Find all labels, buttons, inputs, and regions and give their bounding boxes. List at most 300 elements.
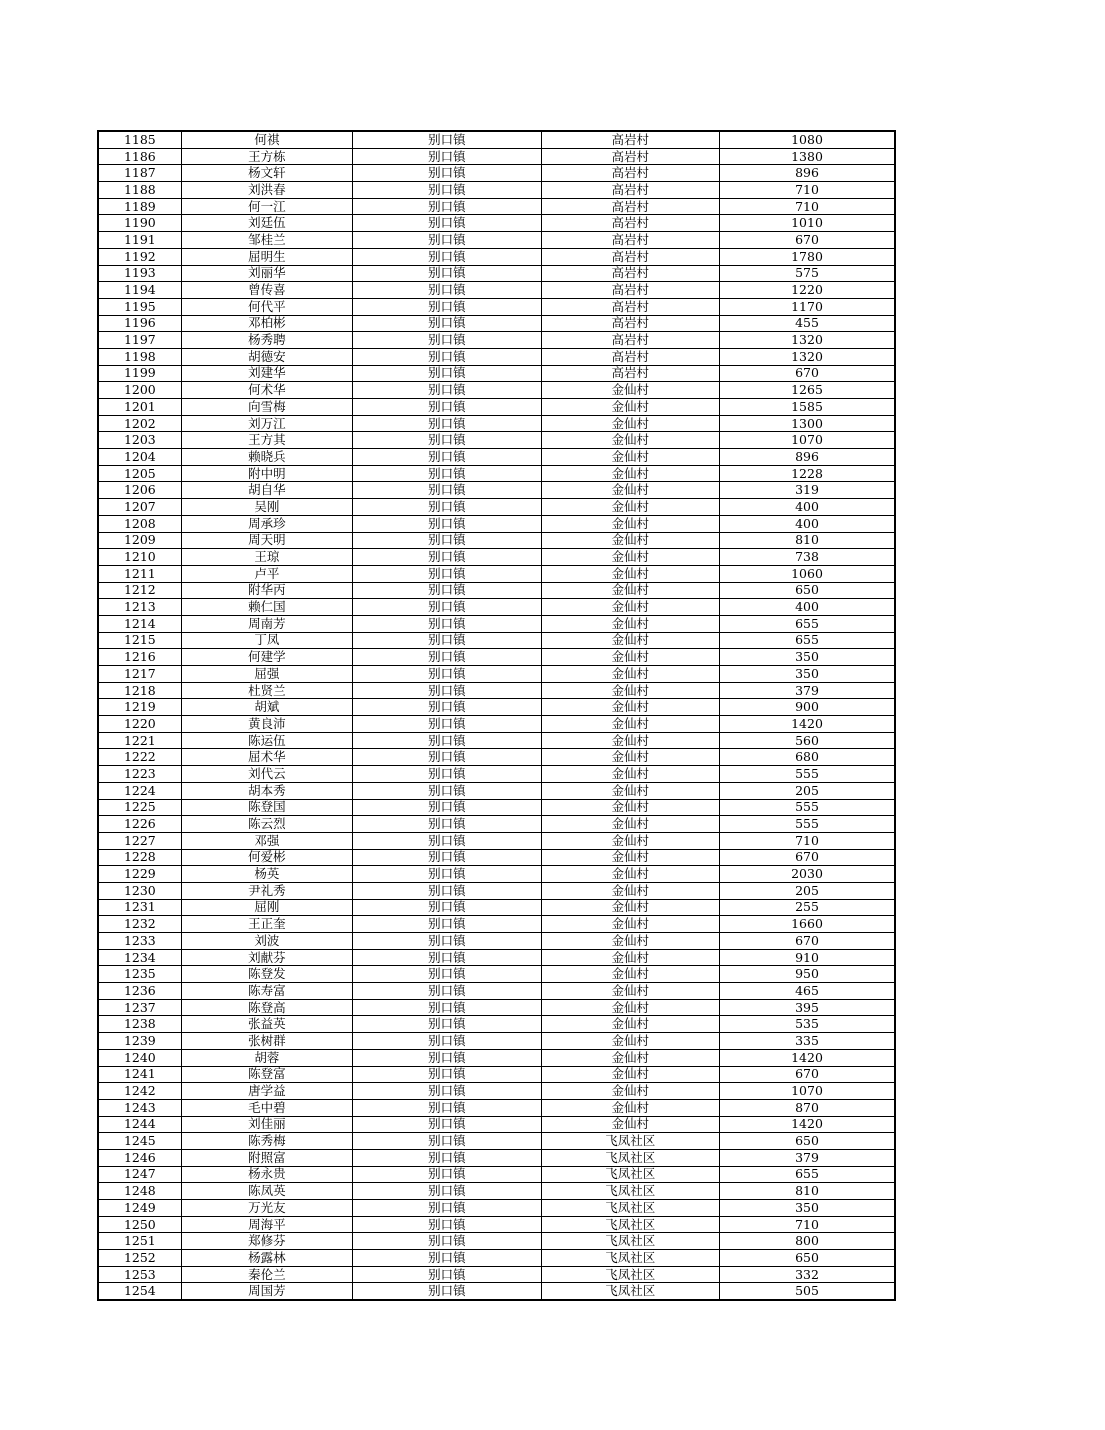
- town-cell: 别口镇: [353, 749, 541, 766]
- amount-cell: 670: [720, 849, 895, 866]
- name-cell: 尹礼秀: [181, 882, 352, 899]
- amount-cell: 1070: [720, 1083, 895, 1100]
- village-cell: 金仙村: [541, 866, 719, 883]
- name-cell: 何代平: [181, 298, 352, 315]
- table-row: [98, 682, 895, 699]
- table-row: [98, 866, 895, 883]
- row-number-cell: 1188: [98, 182, 181, 199]
- town-cell: 别口镇: [353, 215, 541, 232]
- village-cell: 金仙村: [541, 732, 719, 749]
- row-number-cell: 1206: [98, 482, 181, 499]
- village-cell: 金仙村: [541, 849, 719, 866]
- name-cell: 屈刚: [181, 899, 352, 916]
- table-row: [98, 1183, 895, 1200]
- name-cell: 陈登国: [181, 799, 352, 816]
- row-number-cell: 1226: [98, 816, 181, 833]
- name-cell: 附照富: [181, 1149, 352, 1166]
- amount-cell: 800: [720, 1233, 895, 1250]
- amount-cell: 560: [720, 732, 895, 749]
- amount-cell: 535: [720, 1016, 895, 1033]
- name-cell: 刘波: [181, 933, 352, 950]
- town-cell: 别口镇: [353, 449, 541, 466]
- data-table: [97, 130, 896, 1301]
- village-cell: 金仙村: [541, 1099, 719, 1116]
- amount-cell: 335: [720, 1033, 895, 1050]
- table-row: [98, 916, 895, 933]
- village-cell: 金仙村: [541, 415, 719, 432]
- amount-cell: 1265: [720, 382, 895, 399]
- amount-cell: 710: [720, 832, 895, 849]
- amount-cell: 379: [720, 682, 895, 699]
- table-row: [98, 1283, 895, 1300]
- town-cell: 别口镇: [353, 415, 541, 432]
- name-cell: 刘代云: [181, 766, 352, 783]
- amount-cell: 1320: [720, 332, 895, 349]
- town-cell: 别口镇: [353, 582, 541, 599]
- row-number-cell: 1197: [98, 332, 181, 349]
- row-number-cell: 1216: [98, 649, 181, 666]
- village-cell: 金仙村: [541, 582, 719, 599]
- row-number-cell: 1209: [98, 532, 181, 549]
- name-cell: 刘万江: [181, 415, 352, 432]
- amount-cell: 810: [720, 532, 895, 549]
- village-cell: 高岩村: [541, 131, 719, 148]
- town-cell: 别口镇: [353, 599, 541, 616]
- village-cell: 金仙村: [541, 499, 719, 516]
- village-cell: 高岩村: [541, 315, 719, 332]
- amount-cell: 555: [720, 816, 895, 833]
- row-number-cell: 1245: [98, 1133, 181, 1150]
- village-cell: 金仙村: [541, 432, 719, 449]
- name-cell: 向雪梅: [181, 399, 352, 416]
- village-cell: 金仙村: [541, 1083, 719, 1100]
- name-cell: 杨秀聘: [181, 332, 352, 349]
- village-cell: 高岩村: [541, 298, 719, 315]
- town-cell: 别口镇: [353, 298, 541, 315]
- name-cell: 黄良沛: [181, 716, 352, 733]
- amount-cell: 655: [720, 1166, 895, 1183]
- name-cell: 曾传喜: [181, 282, 352, 299]
- village-cell: 金仙村: [541, 816, 719, 833]
- table-row: [98, 999, 895, 1016]
- amount-cell: 350: [720, 1200, 895, 1217]
- table-row: [98, 1149, 895, 1166]
- amount-cell: 710: [720, 198, 895, 215]
- table-row: [98, 782, 895, 799]
- name-cell: 刘廷伍: [181, 215, 352, 232]
- name-cell: 赖晓兵: [181, 449, 352, 466]
- village-cell: 金仙村: [541, 615, 719, 632]
- row-number-cell: 1202: [98, 415, 181, 432]
- name-cell: 陈登富: [181, 1066, 352, 1083]
- town-cell: 别口镇: [353, 849, 541, 866]
- village-cell: 飞凤社区: [541, 1133, 719, 1150]
- village-cell: 金仙村: [541, 632, 719, 649]
- row-number-cell: 1247: [98, 1166, 181, 1183]
- amount-cell: 1010: [720, 215, 895, 232]
- town-cell: 别口镇: [353, 949, 541, 966]
- table-row: [98, 282, 895, 299]
- amount-cell: 255: [720, 899, 895, 916]
- town-cell: 别口镇: [353, 131, 541, 148]
- name-cell: 胡蓉: [181, 1049, 352, 1066]
- row-number-cell: 1239: [98, 1033, 181, 1050]
- town-cell: 别口镇: [353, 899, 541, 916]
- village-cell: 金仙村: [541, 649, 719, 666]
- table-row: [98, 1066, 895, 1083]
- amount-cell: 555: [720, 799, 895, 816]
- name-cell: 邓强: [181, 832, 352, 849]
- town-cell: 别口镇: [353, 1083, 541, 1100]
- town-cell: 别口镇: [353, 1283, 541, 1300]
- name-cell: 屈术华: [181, 749, 352, 766]
- table-row: [98, 382, 895, 399]
- village-cell: 金仙村: [541, 999, 719, 1016]
- name-cell: 刘丽华: [181, 265, 352, 282]
- table-row: [98, 165, 895, 182]
- amount-cell: 670: [720, 232, 895, 249]
- row-number-cell: 1240: [98, 1049, 181, 1066]
- town-cell: 别口镇: [353, 1149, 541, 1166]
- name-cell: 刘佳丽: [181, 1116, 352, 1133]
- row-number-cell: 1249: [98, 1200, 181, 1217]
- table-row: [98, 933, 895, 950]
- amount-cell: 1380: [720, 148, 895, 165]
- village-cell: 金仙村: [541, 482, 719, 499]
- table-row: [98, 816, 895, 833]
- row-number-cell: 1214: [98, 615, 181, 632]
- row-number-cell: 1251: [98, 1233, 181, 1250]
- town-cell: 别口镇: [353, 1099, 541, 1116]
- row-number-cell: 1237: [98, 999, 181, 1016]
- amount-cell: 395: [720, 999, 895, 1016]
- village-cell: 高岩村: [541, 265, 719, 282]
- amount-cell: 1780: [720, 248, 895, 265]
- row-number-cell: 1203: [98, 432, 181, 449]
- table-body: [98, 131, 895, 1300]
- table-row: [98, 248, 895, 265]
- table-row: [98, 399, 895, 416]
- town-cell: 别口镇: [353, 382, 541, 399]
- amount-cell: 670: [720, 933, 895, 950]
- village-cell: 金仙村: [541, 899, 719, 916]
- name-cell: 周天明: [181, 532, 352, 549]
- table-row: [98, 549, 895, 566]
- village-cell: 金仙村: [541, 382, 719, 399]
- village-cell: 高岩村: [541, 232, 719, 249]
- amount-cell: 738: [720, 549, 895, 566]
- table-row: [98, 332, 895, 349]
- amount-cell: 350: [720, 666, 895, 683]
- table-row: [98, 315, 895, 332]
- town-cell: 别口镇: [353, 232, 541, 249]
- name-cell: 陈凤英: [181, 1183, 352, 1200]
- amount-cell: 896: [720, 165, 895, 182]
- town-cell: 别口镇: [353, 799, 541, 816]
- amount-cell: 1660: [720, 916, 895, 933]
- village-cell: 金仙村: [541, 465, 719, 482]
- name-cell: 屈强: [181, 666, 352, 683]
- village-cell: 高岩村: [541, 348, 719, 365]
- table-row: [98, 599, 895, 616]
- amount-cell: 1228: [720, 465, 895, 482]
- name-cell: 王琼: [181, 549, 352, 566]
- amount-cell: 1420: [720, 716, 895, 733]
- row-number-cell: 1198: [98, 348, 181, 365]
- town-cell: 别口镇: [353, 265, 541, 282]
- amount-cell: 1300: [720, 415, 895, 432]
- town-cell: 别口镇: [353, 1033, 541, 1050]
- table-row: [98, 666, 895, 683]
- amount-cell: 205: [720, 782, 895, 799]
- town-cell: 别口镇: [353, 365, 541, 382]
- row-number-cell: 1250: [98, 1216, 181, 1233]
- village-cell: 金仙村: [541, 399, 719, 416]
- table-row: [98, 1116, 895, 1133]
- amount-cell: 1585: [720, 399, 895, 416]
- name-cell: 赖仁国: [181, 599, 352, 616]
- town-cell: 别口镇: [353, 1166, 541, 1183]
- table-row: [98, 699, 895, 716]
- name-cell: 张益英: [181, 1016, 352, 1033]
- village-cell: 高岩村: [541, 182, 719, 199]
- name-cell: 周南芳: [181, 615, 352, 632]
- town-cell: 别口镇: [353, 966, 541, 983]
- village-cell: 高岩村: [541, 148, 719, 165]
- table-row: [98, 582, 895, 599]
- village-cell: 飞凤社区: [541, 1283, 719, 1300]
- name-cell: 秦伦兰: [181, 1266, 352, 1283]
- row-number-cell: 1221: [98, 732, 181, 749]
- table-row: [98, 1166, 895, 1183]
- name-cell: 周海平: [181, 1216, 352, 1233]
- table-row: [98, 298, 895, 315]
- town-cell: 别口镇: [353, 532, 541, 549]
- name-cell: 陈登高: [181, 999, 352, 1016]
- table-row: [98, 265, 895, 282]
- village-cell: 飞凤社区: [541, 1166, 719, 1183]
- village-cell: 金仙村: [541, 1016, 719, 1033]
- town-cell: 别口镇: [353, 148, 541, 165]
- row-number-cell: 1210: [98, 549, 181, 566]
- row-number-cell: 1252: [98, 1250, 181, 1267]
- town-cell: 别口镇: [353, 933, 541, 950]
- row-number-cell: 1242: [98, 1083, 181, 1100]
- village-cell: 高岩村: [541, 365, 719, 382]
- name-cell: 杨露林: [181, 1250, 352, 1267]
- town-cell: 别口镇: [353, 248, 541, 265]
- name-cell: 何一江: [181, 198, 352, 215]
- row-number-cell: 1193: [98, 265, 181, 282]
- row-number-cell: 1248: [98, 1183, 181, 1200]
- village-cell: 金仙村: [541, 699, 719, 716]
- amount-cell: 505: [720, 1283, 895, 1300]
- name-cell: 周承珍: [181, 515, 352, 532]
- amount-cell: 319: [720, 482, 895, 499]
- amount-cell: 2030: [720, 866, 895, 883]
- village-cell: 金仙村: [541, 782, 719, 799]
- name-cell: 刘洪春: [181, 182, 352, 199]
- village-cell: 金仙村: [541, 1049, 719, 1066]
- village-cell: 金仙村: [541, 565, 719, 582]
- village-cell: 飞凤社区: [541, 1216, 719, 1233]
- town-cell: 别口镇: [353, 465, 541, 482]
- village-cell: 飞凤社区: [541, 1183, 719, 1200]
- village-cell: 金仙村: [541, 666, 719, 683]
- row-number-cell: 1194: [98, 282, 181, 299]
- town-cell: 别口镇: [353, 732, 541, 749]
- row-number-cell: 1217: [98, 666, 181, 683]
- village-cell: 金仙村: [541, 449, 719, 466]
- village-cell: 飞凤社区: [541, 1200, 719, 1217]
- village-cell: 高岩村: [541, 198, 719, 215]
- town-cell: 别口镇: [353, 332, 541, 349]
- amount-cell: 400: [720, 499, 895, 516]
- row-number-cell: 1225: [98, 799, 181, 816]
- table-row: [98, 482, 895, 499]
- name-cell: 唐学益: [181, 1083, 352, 1100]
- name-cell: 王方栋: [181, 148, 352, 165]
- town-cell: 别口镇: [353, 666, 541, 683]
- town-cell: 别口镇: [353, 399, 541, 416]
- town-cell: 别口镇: [353, 282, 541, 299]
- town-cell: 别口镇: [353, 999, 541, 1016]
- name-cell: 卢平: [181, 565, 352, 582]
- table-row: [98, 849, 895, 866]
- table-row: [98, 1049, 895, 1066]
- town-cell: 别口镇: [353, 716, 541, 733]
- village-cell: 金仙村: [541, 532, 719, 549]
- name-cell: 邓柏彬: [181, 315, 352, 332]
- table-row: [98, 983, 895, 1000]
- village-cell: 高岩村: [541, 332, 719, 349]
- name-cell: 刘献芬: [181, 949, 352, 966]
- village-cell: 金仙村: [541, 966, 719, 983]
- name-cell: 陈寿富: [181, 983, 352, 1000]
- village-cell: 高岩村: [541, 165, 719, 182]
- table-row: [98, 131, 895, 148]
- town-cell: 别口镇: [353, 983, 541, 1000]
- town-cell: 别口镇: [353, 832, 541, 849]
- row-number-cell: 1196: [98, 315, 181, 332]
- village-cell: 金仙村: [541, 882, 719, 899]
- table-row: [98, 432, 895, 449]
- town-cell: 别口镇: [353, 198, 541, 215]
- table-row: [98, 1099, 895, 1116]
- town-cell: 别口镇: [353, 1216, 541, 1233]
- row-number-cell: 1238: [98, 1016, 181, 1033]
- row-number-cell: 1186: [98, 148, 181, 165]
- village-cell: 金仙村: [541, 916, 719, 933]
- town-cell: 别口镇: [353, 615, 541, 632]
- table-row: [98, 198, 895, 215]
- town-cell: 别口镇: [353, 165, 541, 182]
- table-row: [98, 966, 895, 983]
- row-number-cell: 1254: [98, 1283, 181, 1300]
- name-cell: 杨英: [181, 866, 352, 883]
- village-cell: 飞凤社区: [541, 1250, 719, 1267]
- amount-cell: 655: [720, 615, 895, 632]
- town-cell: 别口镇: [353, 565, 541, 582]
- village-cell: 高岩村: [541, 215, 719, 232]
- name-cell: 陈运伍: [181, 732, 352, 749]
- amount-cell: 710: [720, 1216, 895, 1233]
- village-cell: 金仙村: [541, 515, 719, 532]
- amount-cell: 555: [720, 766, 895, 783]
- amount-cell: 950: [720, 966, 895, 983]
- amount-cell: 400: [720, 599, 895, 616]
- amount-cell: 1220: [720, 282, 895, 299]
- amount-cell: 205: [720, 882, 895, 899]
- town-cell: 别口镇: [353, 1049, 541, 1066]
- table-row: [98, 348, 895, 365]
- town-cell: 别口镇: [353, 1200, 541, 1217]
- town-cell: 别口镇: [353, 315, 541, 332]
- table-row: [98, 632, 895, 649]
- table-row: [98, 716, 895, 733]
- village-cell: 高岩村: [541, 248, 719, 265]
- row-number-cell: 1192: [98, 248, 181, 265]
- table-row: [98, 1133, 895, 1150]
- row-number-cell: 1205: [98, 465, 181, 482]
- amount-cell: 332: [720, 1266, 895, 1283]
- table-row: [98, 1016, 895, 1033]
- name-cell: 万光友: [181, 1200, 352, 1217]
- name-cell: 周国芳: [181, 1283, 352, 1300]
- amount-cell: 575: [720, 265, 895, 282]
- name-cell: 陈登发: [181, 966, 352, 983]
- row-number-cell: 1246: [98, 1149, 181, 1166]
- village-cell: 飞凤社区: [541, 1233, 719, 1250]
- table-row: [98, 148, 895, 165]
- town-cell: 别口镇: [353, 515, 541, 532]
- table-row: [98, 1033, 895, 1050]
- town-cell: 别口镇: [353, 916, 541, 933]
- table-row: [98, 882, 895, 899]
- town-cell: 别口镇: [353, 649, 541, 666]
- name-cell: 丁凤: [181, 632, 352, 649]
- table-row: [98, 615, 895, 632]
- row-number-cell: 1243: [98, 1099, 181, 1116]
- row-number-cell: 1218: [98, 682, 181, 699]
- table-row: [98, 499, 895, 516]
- table-row: [98, 766, 895, 783]
- table-row: [98, 649, 895, 666]
- name-cell: 胡德安: [181, 348, 352, 365]
- table-row: [98, 949, 895, 966]
- name-cell: 杨永贵: [181, 1166, 352, 1183]
- table-row: [98, 532, 895, 549]
- row-number-cell: 1215: [98, 632, 181, 649]
- table-row: [98, 1266, 895, 1283]
- table-row: [98, 182, 895, 199]
- village-cell: 金仙村: [541, 766, 719, 783]
- row-number-cell: 1219: [98, 699, 181, 716]
- row-number-cell: 1213: [98, 599, 181, 616]
- table-row: [98, 1083, 895, 1100]
- village-cell: 金仙村: [541, 749, 719, 766]
- table-row: [98, 365, 895, 382]
- amount-cell: 1420: [720, 1049, 895, 1066]
- amount-cell: 870: [720, 1099, 895, 1116]
- name-cell: 附华丙: [181, 582, 352, 599]
- row-number-cell: 1235: [98, 966, 181, 983]
- name-cell: 何爱彬: [181, 849, 352, 866]
- table-row: [98, 215, 895, 232]
- name-cell: 何建学: [181, 649, 352, 666]
- village-cell: 金仙村: [541, 599, 719, 616]
- table-row: [98, 749, 895, 766]
